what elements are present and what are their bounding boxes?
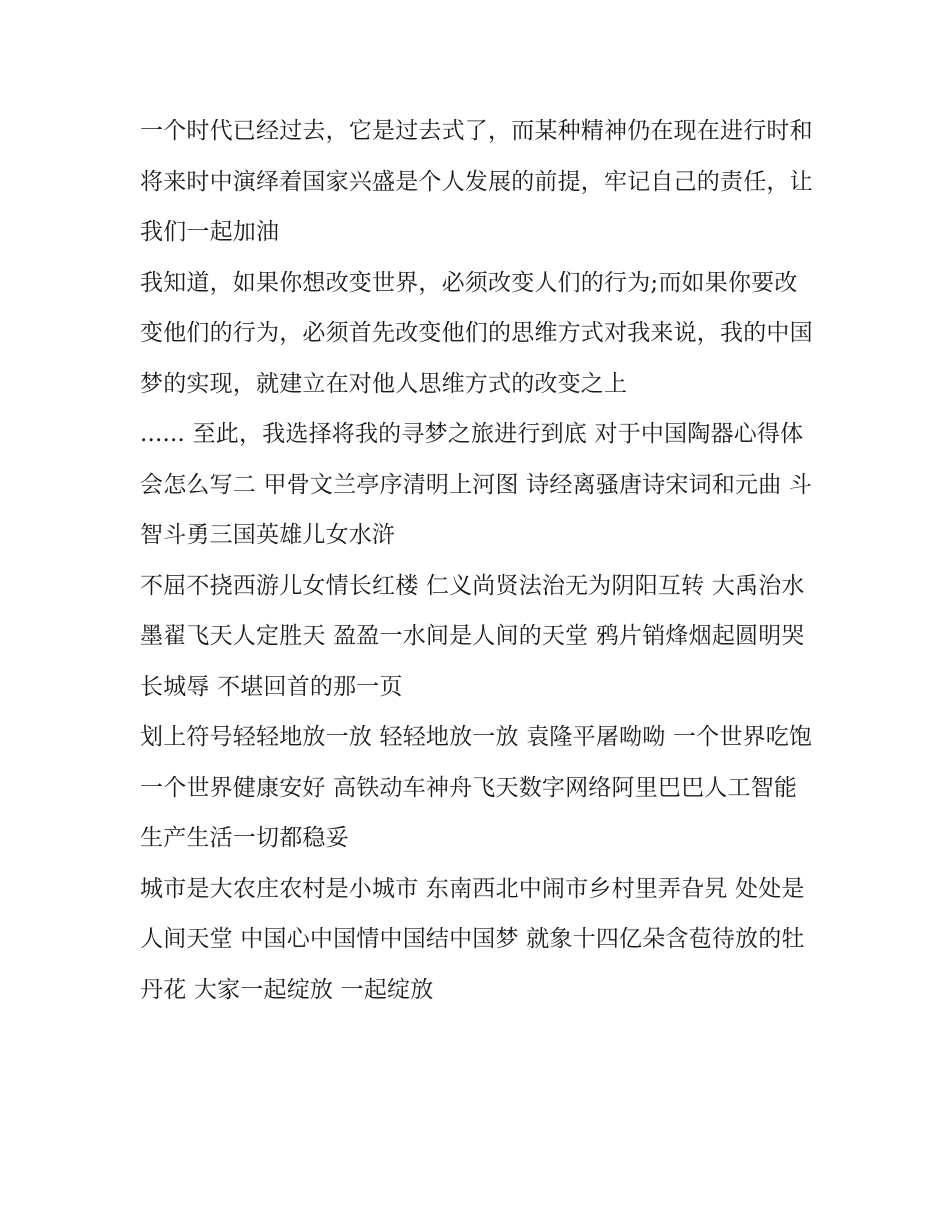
paragraph-6: 城市是大农庄农村是小城市 东南西北中闹市乡村里弄旮旯 处处是人间天堂 中国心中国情中国结中国梦 就象十四亿朵含苞待放的牡丹花 大家一起绽放 一起绽放 [140, 875, 805, 1003]
document-body [140, 106, 820, 1015]
paragraph-3: ...... 至此，我选择将我的寻梦之旅进行到底 对于中国陶器心得体会怎么写二 甲骨文兰亭序清明上河图 诗经离骚唐诗宋词和元曲 斗智斗勇三国英雄儿女水浒 [140, 421, 813, 548]
paragraph-4: 不屈不挠西游儿女情长红楼 仁义尚贤法治无为阴阳互转 大禹治水墨翟飞天人定胜天 盈盈一水间是人间的天堂 鸦片销烽烟起圆明哭长城辱 不堪回首的那一页 [140, 572, 805, 700]
paragraph-1: 一个时代已经过去，它是过去式了，而某种精神仍在现在进行时和将来时中演绎着国家兴盛是个人发展的前提，牢记自己的责任，让我们一起加油 [140, 118, 813, 245]
paragraph-2: 我知道，如果你想改变世界，必须改变人们的行为;而如果你要改变他们的行为，必须首先改变他们的思维方式对我来说，我的中国梦的实现，就建立在对他人思维方式的改变之上 [140, 269, 813, 397]
paragraph-5: 划上符号轻轻地放一放 轻轻地放一放 袁隆平屠呦呦 一个世界吃饱一个世界健康安好 高铁动车神舟飞天数字网络阿里巴巴人工智能生产生活一切都稳妥 [140, 724, 813, 851]
